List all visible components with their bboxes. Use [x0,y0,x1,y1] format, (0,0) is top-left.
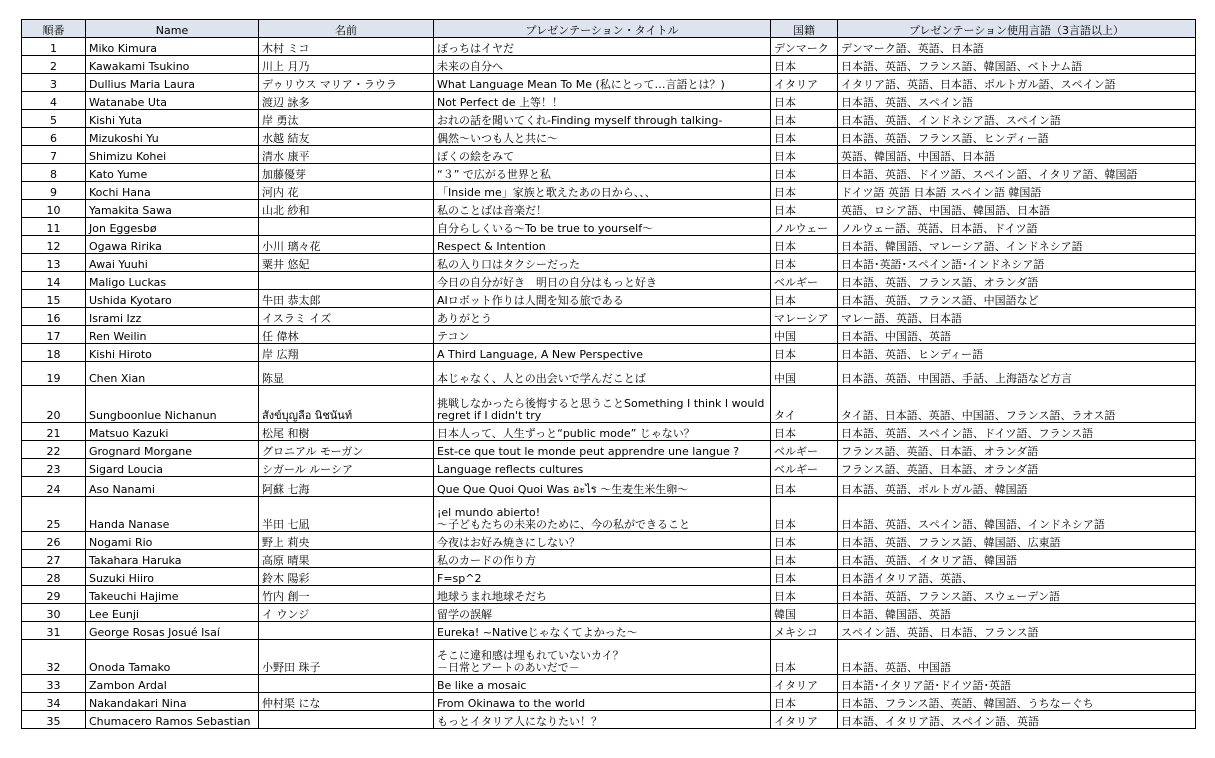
cell-name-ja: イ ウンジ [259,604,434,622]
cell-title: “３” で広がる世界と私 [434,164,771,182]
table-row [22,604,1196,622]
cell-nationality: タイ [771,386,838,423]
cell-languages: 日本語イタリア語、英語、 [838,568,1196,586]
cell-name-ja: グロニアル モーガン [259,441,434,459]
table-row [22,164,1196,182]
cell-title: ¡el mundo abierto! ～子どもたちの未来のために、今の私ができること [434,497,771,532]
cell-languages: 日本語、英語、フランス語、中国語など [838,290,1196,308]
cell-name: Takeuchi Hajime [86,586,259,604]
cell-name: Kishi Hiroto [86,344,259,362]
cell-name-ja: 高原 晴果 [259,550,434,568]
cell-nationality: 日本 [771,290,838,308]
cell-title: もっとイタリア人になりたい！？ [434,711,771,729]
cell-languages: 日本語･イタリア語･ドイツ語･英語 [838,675,1196,693]
cell-nationality: デンマーク [771,38,838,56]
cell-nationality: 日本 [771,200,838,218]
cell-nationality: 日本 [771,423,838,441]
cell-nationality: 日本 [771,344,838,362]
table-row [22,423,1196,441]
table-row [22,497,1196,532]
cell-nationality: 日本 [771,236,838,254]
cell-order: 21 [22,423,86,441]
cell-languages: 英語、ロシア語、中国語、韓国語、日本語 [838,200,1196,218]
cell-languages: 日本語、英語、中国語 [838,640,1196,675]
cell-name: Yamakita Sawa [86,200,259,218]
cell-nationality: メキシコ [771,622,838,640]
cell-order: 20 [22,386,86,423]
cell-name: Grognard Morgane [86,441,259,459]
cell-languages: 日本語、フランス語、英語、韓国語、うちなーぐち [838,693,1196,711]
cell-name-ja: 渡辺 詠多 [259,92,434,110]
cell-title: What Language Mean To Me (私にとって…言語とは？) [434,74,771,92]
cell-order: 34 [22,693,86,711]
cell-name-ja: 清水 康平 [259,146,434,164]
table-row [22,362,1196,386]
cell-name-ja: 半田 七凪 [259,497,434,532]
cell-nationality: 中国 [771,326,838,344]
cell-name-ja: 松尾 和樹 [259,423,434,441]
cell-name-ja: 加藤優芽 [259,164,434,182]
table-row [22,236,1196,254]
cell-name: Miko Kimura [86,38,259,56]
cell-name: Ogawa Ririka [86,236,259,254]
cell-nationality: イタリア [771,711,838,729]
cell-title: 私の入り口はタクシーだった [434,254,771,272]
cell-name-ja: 陈显 [259,362,434,386]
cell-name: George Rosas Josué Isaí [86,622,259,640]
cell-order: 1 [22,38,86,56]
cell-nationality: 日本 [771,568,838,586]
cell-name: Onoda Tamako [86,640,259,675]
cell-name: Kato Yume [86,164,259,182]
cell-nationality: イタリア [771,675,838,693]
cell-name-ja: 竹内 創一 [259,586,434,604]
cell-name-ja [259,272,434,290]
table-body [22,38,1196,729]
cell-title: 今夜はお好み焼きにしない？ [434,532,771,550]
cell-languages: 日本語、韓国語、英語 [838,604,1196,622]
cell-name: Aso Nanami [86,477,259,497]
cell-languages: イタリア語、英語、日本語、ポルトガル語、スペイン語 [838,74,1196,92]
table-row [22,200,1196,218]
header-languages: プレゼンテーション使用言語（3言語以上） [838,20,1196,38]
cell-name-ja: 水越 結友 [259,128,434,146]
cell-order: 24 [22,477,86,497]
cell-name: Isrami Izz [86,308,259,326]
cell-name-ja: 野上 莉央 [259,532,434,550]
table-row [22,586,1196,604]
cell-title: 今日の自分が好き 明日の自分はもっと好き [434,272,771,290]
cell-languages: 日本語、英語、イタリア語、韓国語 [838,550,1196,568]
cell-order: 8 [22,164,86,182]
cell-title: AIロボット作りは人間を知る旅である [434,290,771,308]
cell-title: そこに違和感は埋もれていないカイ？ －日常とアートのあいだで－ [434,640,771,675]
cell-name-ja [259,675,434,693]
cell-name: Mizukoshi Yu [86,128,259,146]
cell-order: 32 [22,640,86,675]
cell-order: 22 [22,441,86,459]
table-row [22,56,1196,74]
cell-name-ja: 小野田 珠子 [259,640,434,675]
cell-order: 9 [22,182,86,200]
cell-nationality: 日本 [771,586,838,604]
cell-order: 15 [22,290,86,308]
cell-order: 16 [22,308,86,326]
cell-order: 26 [22,532,86,550]
cell-order: 35 [22,711,86,729]
cell-name: Chen Xian [86,362,259,386]
cell-name-ja: 岸 広翔 [259,344,434,362]
cell-order: 4 [22,92,86,110]
cell-title: From Okinawa to the world [434,693,771,711]
cell-name-ja: 牛田 恭太郎 [259,290,434,308]
cell-nationality: ベルギー [771,441,838,459]
table-row [22,441,1196,459]
cell-name-ja: 木村 ミコ [259,38,434,56]
cell-name: Lee Eunji [86,604,259,622]
cell-nationality: 日本 [771,56,838,74]
cell-name-ja: 河内 花 [259,182,434,200]
table-row [22,344,1196,362]
table-row [22,182,1196,200]
cell-title: 「Inside me」家族と歌えたあの日から、、、 [434,182,771,200]
cell-languages: 日本語、英語、インドネシア語、スペイン語 [838,110,1196,128]
header-row [22,20,1196,38]
cell-title: Respect & Intention [434,236,771,254]
cell-nationality: ノルウェー [771,218,838,236]
cell-order: 30 [22,604,86,622]
table-row [22,386,1196,423]
cell-order: 11 [22,218,86,236]
cell-nationality: 日本 [771,532,838,550]
cell-name: Takahara Haruka [86,550,259,568]
table-row [22,693,1196,711]
cell-title: 挑戦しなかったら後悔すると思うことSomething I think I would regret if I didn't try [434,386,771,423]
table-row [22,74,1196,92]
cell-title: Est-ce que tout le monde peut apprendre une langue ? [434,441,771,459]
cell-title: Language reflects cultures [434,459,771,477]
table-row [22,326,1196,344]
table-row [22,92,1196,110]
cell-name-ja: 鈴木 陽彩 [259,568,434,586]
cell-name: Jon Eggesbø [86,218,259,236]
cell-name-ja: 阿蘇 七海 [259,477,434,497]
cell-title: Eureka! ~Nativeじゃなくてよかった～ [434,622,771,640]
cell-name-ja: 任 偉林 [259,326,434,344]
cell-order: 33 [22,675,86,693]
cell-nationality: 日本 [771,497,838,532]
table-row [22,272,1196,290]
table-row [22,38,1196,56]
header-name-ja: 名前 [259,20,434,38]
cell-title: ぼっちはイヤだ [434,38,771,56]
cell-name: Handa Nanase [86,497,259,532]
cell-nationality: 日本 [771,110,838,128]
cell-nationality: 日本 [771,550,838,568]
cell-nationality: ベルギー [771,272,838,290]
cell-nationality: 日本 [771,92,838,110]
cell-name: Awai Yuuhi [86,254,259,272]
cell-languages: 日本語、英語、フランス語、スウェーデン語 [838,586,1196,604]
cell-nationality: イタリア [771,74,838,92]
cell-title: 私のことばは音楽だ！ [434,200,771,218]
cell-title: Not Perfect de 上等！！ [434,92,771,110]
cell-nationality: 日本 [771,164,838,182]
cell-nationality: 日本 [771,146,838,164]
table-row [22,640,1196,675]
header-title: プレゼンテーション・タイトル [434,20,771,38]
cell-nationality: 日本 [771,182,838,200]
table-row [22,110,1196,128]
cell-nationality: 中国 [771,362,838,386]
cell-name: Watanabe Uta [86,92,259,110]
table-row [22,568,1196,586]
cell-languages: 日本語、英語、ヒンディー語 [838,344,1196,362]
cell-title: テコン [434,326,771,344]
cell-name: Zambon Ardal [86,675,259,693]
cell-nationality: 日本 [771,640,838,675]
cell-name-ja: デゥリウス マリア・ラウラ [259,74,434,92]
table-row [22,477,1196,497]
cell-order: 31 [22,622,86,640]
cell-languages: 日本語、英語、ポルトガル語、韓国語 [838,477,1196,497]
table-row [22,459,1196,477]
cell-name-ja: イスラミ イズ [259,308,434,326]
table-row [22,128,1196,146]
cell-languages: 日本語、英語、スペイン語、韓国語、インドネシア語 [838,497,1196,532]
cell-languages: 日本語、英語、スペイン語、ドイツ語、フランス語 [838,423,1196,441]
cell-name: Sungboonlue Nichanun [86,386,259,423]
header-nationality: 国籍 [771,20,838,38]
table-row [22,254,1196,272]
cell-order: 10 [22,200,86,218]
cell-languages: タイ語、日本語、英語、中国語、フランス語、ラオス語 [838,386,1196,423]
table-row [22,622,1196,640]
cell-name-ja: シガール ルーシア [259,459,434,477]
cell-name: Matsuo Kazuki [86,423,259,441]
table-row [22,290,1196,308]
cell-name: Ushida Kyotaro [86,290,259,308]
table-row [22,675,1196,693]
cell-name: Nakandakari Nina [86,693,259,711]
cell-languages: 日本語、韓国語、マレーシア語、インドネシア語 [838,236,1196,254]
cell-name: Ren Weilin [86,326,259,344]
cell-languages: 日本語、英語、フランス語、韓国語、広東語 [838,532,1196,550]
cell-order: 5 [22,110,86,128]
cell-order: 6 [22,128,86,146]
cell-nationality: 日本 [771,128,838,146]
cell-name: Kishi Yuta [86,110,259,128]
cell-order: 18 [22,344,86,362]
cell-title: 私のカードの作り方 [434,550,771,568]
table-row [22,711,1196,729]
cell-title: 偶然～いつも人と共に～ [434,128,771,146]
cell-name-ja: 岸 勇汰 [259,110,434,128]
cell-order: 27 [22,550,86,568]
cell-name-ja: สังข์บุญลือ นิชนันท์ [259,386,434,423]
cell-languages: 英語、韓国語、中国語、日本語 [838,146,1196,164]
cell-languages: 日本語、中国語、英語 [838,326,1196,344]
cell-title: 未来の自分へ [434,56,771,74]
cell-order: 3 [22,74,86,92]
cell-title: ぼくの絵をみて [434,146,771,164]
cell-name: Kochi Hana [86,182,259,200]
cell-nationality: マレーシア [771,308,838,326]
cell-name: Suzuki Hiiro [86,568,259,586]
cell-languages: 日本語、英語、ドイツ語、スペイン語、イタリア語、韓国語 [838,164,1196,182]
cell-languages: スペイン語、英語、日本語、フランス語 [838,622,1196,640]
cell-name-ja [259,711,434,729]
presentation-table [21,19,1196,729]
cell-languages: 日本語、英語、フランス語、ヒンディー語 [838,128,1196,146]
cell-name-ja: 小川 璃々花 [259,236,434,254]
cell-languages: マレー語、英語、日本語 [838,308,1196,326]
cell-languages: ノルウェー語、英語、日本語、ドイツ語 [838,218,1196,236]
table-row [22,308,1196,326]
cell-languages: 日本語、英語、中国語、手話、上海語など方言 [838,362,1196,386]
cell-name: Maligo Luckas [86,272,259,290]
cell-languages: 日本語、英語、フランス語、韓国語、ベトナム語 [838,56,1196,74]
cell-order: 29 [22,586,86,604]
cell-nationality: 日本 [771,693,838,711]
cell-title: F=sp^2 [434,568,771,586]
cell-languages: 日本語･英語･スペイン語･インドネシア語 [838,254,1196,272]
cell-name: Dullius Maria Laura [86,74,259,92]
cell-nationality: 日本 [771,254,838,272]
cell-name: Shimizu Kohei [86,146,259,164]
cell-languages: フランス語、英語、日本語、オランダ語 [838,459,1196,477]
cell-name: Sigard Loucia [86,459,259,477]
cell-languages: ドイツ語 英語 日本語 スペイン語 韓国語 [838,182,1196,200]
table-row [22,532,1196,550]
cell-order: 25 [22,497,86,532]
cell-nationality: ベルギー [771,459,838,477]
cell-title: A Third Language, A New Perspective [434,344,771,362]
cell-languages: デンマーク語、英語、日本語 [838,38,1196,56]
cell-title: 留学の誤解 [434,604,771,622]
cell-title: おれの話を聞いてくれ-Finding myself through talking- [434,110,771,128]
cell-title: 本じゃなく、人との出会いで学んだことば [434,362,771,386]
cell-title: Be like a mosaic [434,675,771,693]
cell-languages: 日本語、英語、フランス語、オランダ語 [838,272,1196,290]
table-row [22,146,1196,164]
cell-order: 13 [22,254,86,272]
cell-order: 2 [22,56,86,74]
cell-name: Nogami Rio [86,532,259,550]
cell-order: 28 [22,568,86,586]
cell-title: 自分らしくいる～To be true to yourself～ [434,218,771,236]
cell-order: 17 [22,326,86,344]
cell-order: 19 [22,362,86,386]
cell-order: 12 [22,236,86,254]
cell-languages: フランス語、英語、日本語、オランダ語 [838,441,1196,459]
cell-name-ja: 仲村渠 にな [259,693,434,711]
cell-name-ja: 川上 月乃 [259,56,434,74]
cell-order: 23 [22,459,86,477]
header-name: Name [86,20,259,38]
cell-nationality: 日本 [771,477,838,497]
cell-languages: 日本語、イタリア語、スペイン語、英語 [838,711,1196,729]
cell-title: ありがとう [434,308,771,326]
cell-name: Chumacero Ramos Sebastian [86,711,259,729]
cell-nationality: 韓国 [771,604,838,622]
table-row [22,218,1196,236]
cell-name-ja [259,218,434,236]
cell-name-ja [259,622,434,640]
cell-title: 日本人って、人生ずっと“public mode” じゃない？ [434,423,771,441]
cell-name-ja: 粟井 悠妃 [259,254,434,272]
cell-title: 地球うまれ地球そだち [434,586,771,604]
header-order: 順番 [22,20,86,38]
cell-languages: 日本語、英語、スペイン語 [838,92,1196,110]
cell-name: Kawakami Tsukino [86,56,259,74]
cell-name-ja: 山北 紗和 [259,200,434,218]
cell-order: 7 [22,146,86,164]
table-row [22,550,1196,568]
cell-title: Que Que Quoi Quoi Was อะไร ～生麦生米生卵～ [434,477,771,497]
cell-order: 14 [22,272,86,290]
